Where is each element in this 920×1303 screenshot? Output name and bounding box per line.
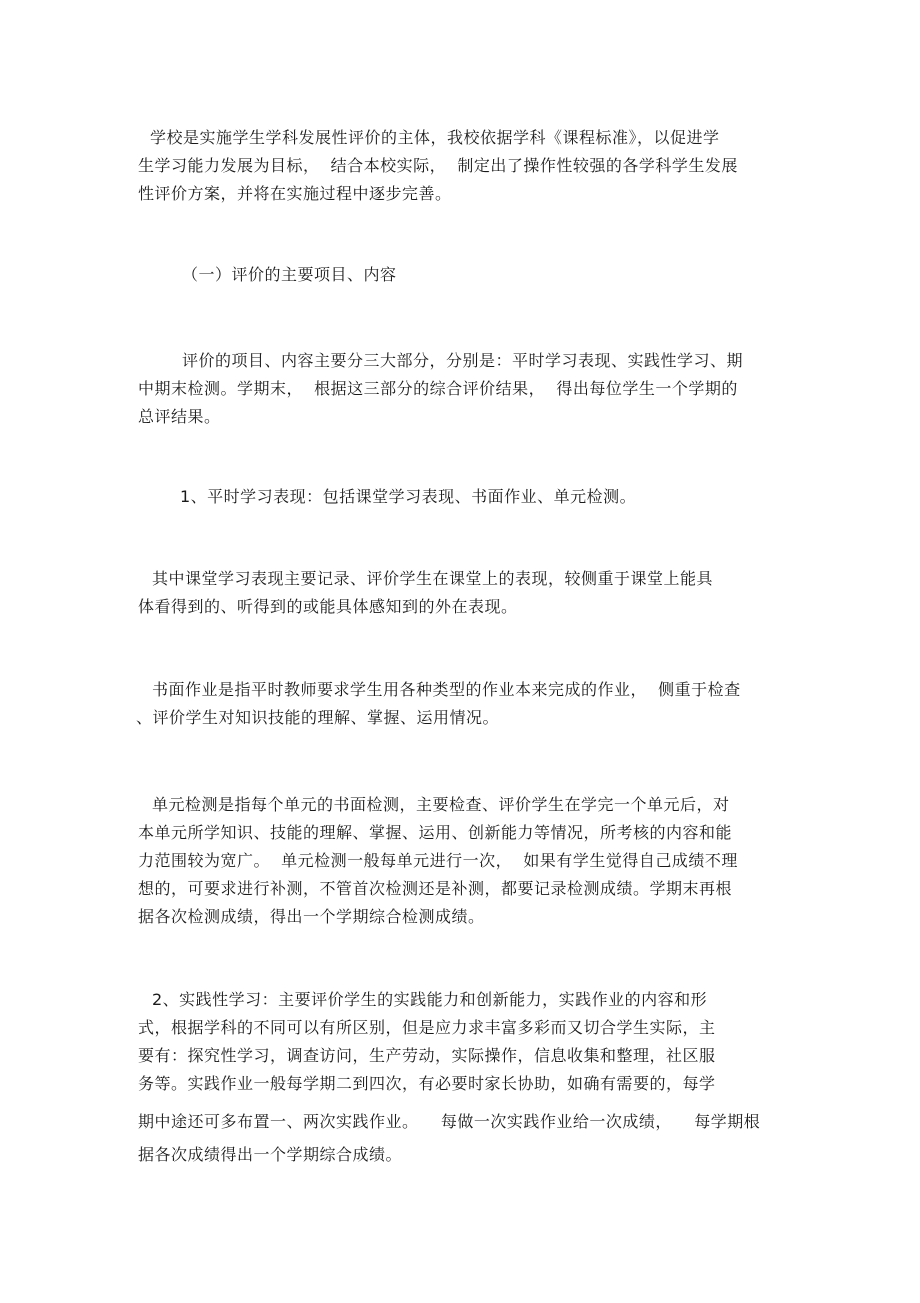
paragraph-1-line-2: 生学习能力发展为目标， 结合本校实际， 制定出了操作性较强的各学科学生发展 (138, 156, 738, 175)
paragraph-1-line-1: 学校是实施学生学科发展性评价的主体，我校依据学科《课程标准》，以促进学 (150, 128, 720, 147)
paragraph-3-line-2: 体看得到的、听得到的或能具体感知到的外在表现。 (138, 597, 518, 616)
paragraph-3-line-1: 其中课堂学习表现主要记录、评价学生在课堂上的表现，较侧重于课堂上能具 (152, 569, 714, 588)
paragraph-5-line-5: 据各次检测成绩，得出一个学期综合检测成绩。 (138, 907, 485, 926)
paragraph-6-line-2: 式，根据学科的不同可以有所区别，但是应力求丰富多彩而又切合学生实际，主 (138, 1018, 716, 1037)
paragraph-4-line-2: 、评价学生对知识技能的理解、掌握、运用情况。 (136, 708, 500, 727)
paragraph-1-line-3: 性评价方案，并将在实施过程中逐步完善。 (138, 184, 452, 203)
paragraph-6-line-3: 要有：探究性学习，调查访问，生产劳动，实际操作，信息收集和整理，社区服 (138, 1046, 716, 1065)
paragraph-2-line-2: 中期末检测。学期末， 根据这三部分的综合评价结果， 得出每位学生一个学期的 (138, 379, 738, 398)
paragraph-6-line-5: 期中途还可多布置一、两次实践作业。 每做一次实践作业给一次成绩， 每学期根 (138, 1112, 761, 1131)
paragraph-5-line-1: 单元检测是指每个单元的书面检测，主要检查、评价学生在学完一个单元后，对 (152, 795, 730, 814)
section-heading: （一）评价的主要项目、内容 (182, 265, 397, 284)
paragraph-5-line-4: 想的，可要求进行补测，不管首次检测还是补测，都要记录检测成绩。学期末再根 (138, 879, 733, 898)
paragraph-6-line-6: 据各次成绩得出一个学期综合成绩。 (138, 1145, 403, 1164)
paragraph-5-line-3: 力范围较为宽广。 单元检测一般每单元进行一次， 如果有学生觉得自己成绩不理 (138, 851, 738, 870)
paragraph-4-line-1: 书面作业是指平时教师要求学生用各种类型的作业本来完成的作业， 侧重于检查 (152, 680, 741, 699)
paragraph-2-line-3: 总评结果。 (138, 407, 221, 426)
paragraph-6-line-4: 务等。实践作业一般每学期二到四次，有必要时家长协助，如确有需要的，每学 (138, 1074, 716, 1093)
paragraph-6-line-1: 2、实践性学习：主要评价学生的实践能力和创新能力，实践作业的内容和形 (152, 990, 708, 1009)
paragraph-5-line-2: 本单元所学知识、技能的理解、掌握、运用、创新能力等情况，所考核的内容和能 (138, 823, 733, 842)
paragraph-2-line-1: 评价的项目、内容主要分三大部分，分别是：平时学习表现、实践性学习、期 (182, 351, 744, 370)
item-1-heading: 1、平时学习表现：包括课堂学习表现、书面作业、单元检测。 (180, 487, 637, 506)
